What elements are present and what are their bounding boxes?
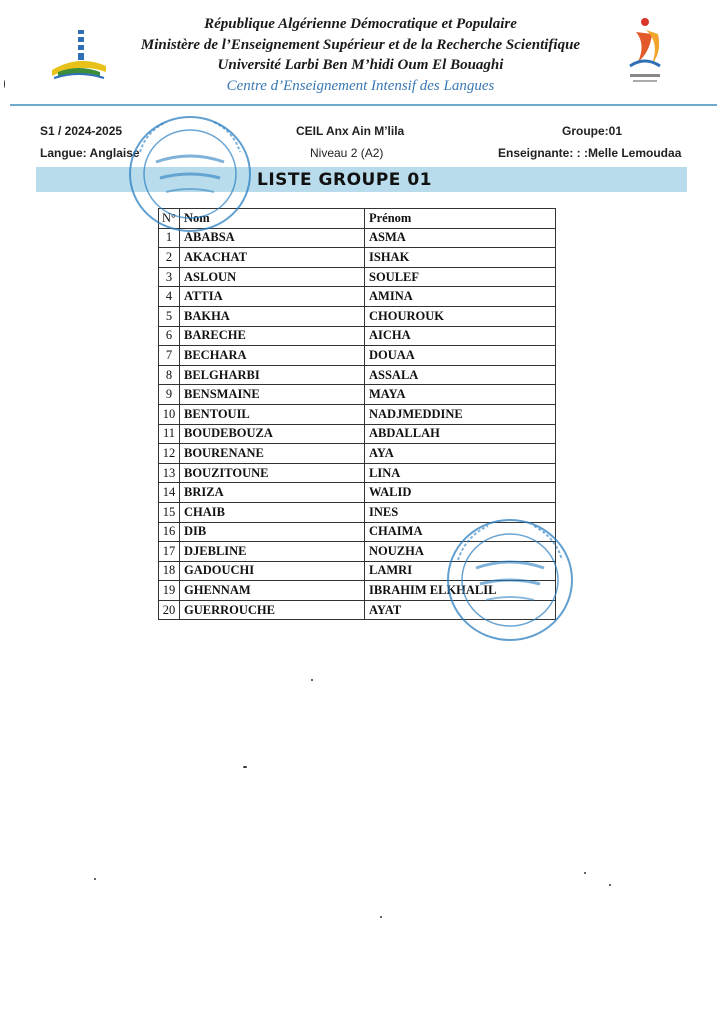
row-prenom: ASSALA — [365, 365, 556, 385]
table-row — [159, 483, 556, 503]
row-number: 20 — [159, 600, 180, 620]
row-prenom: AYAT — [365, 600, 556, 620]
row-nom: BOUZITOUNE — [180, 463, 365, 483]
table-row — [159, 385, 556, 405]
row-prenom: CHOUROUK — [365, 306, 556, 326]
row-prenom: ASMA — [365, 228, 556, 248]
row-number: 7 — [159, 346, 180, 366]
row-prenom: NADJMEDDINE — [365, 404, 556, 424]
row-number: 9 — [159, 385, 180, 405]
scan-speck — [584, 872, 586, 874]
row-nom: BAKHA — [180, 306, 365, 326]
table-row — [159, 326, 556, 346]
row-nom: BOUDEBOUZA — [180, 424, 365, 444]
row-number: 1 — [159, 228, 180, 248]
teacher-label: Enseignante: : :Melle Lemoudaa — [498, 146, 682, 160]
column-header-prenom: Prénom — [365, 209, 556, 229]
row-nom: BARECHE — [180, 326, 365, 346]
table-row — [159, 287, 556, 307]
row-nom: BECHARA — [180, 346, 365, 366]
row-number: 8 — [159, 365, 180, 385]
row-number: 12 — [159, 444, 180, 464]
row-nom: ATTIA — [180, 287, 365, 307]
official-stamp-bottom — [444, 516, 576, 648]
table-row — [159, 248, 556, 268]
row-number: 2 — [159, 248, 180, 268]
header-divider — [10, 104, 717, 106]
row-number: 11 — [159, 424, 180, 444]
center-label: CEIL Anx Ain M’lila — [296, 124, 405, 138]
table-row — [159, 404, 556, 424]
header-center: Centre d’Enseignement Intensif des Langues — [226, 77, 495, 94]
row-nom: BELGHARBI — [180, 365, 365, 385]
header-university: Université Larbi Ben M’hidi Oum El Bouaghi — [217, 57, 504, 73]
row-nom: ASLOUN — [180, 267, 365, 287]
table-row — [159, 365, 556, 385]
row-nom: ABABSA — [180, 228, 365, 248]
row-prenom: AMINA — [365, 287, 556, 307]
row-prenom: IBRAHIM ELKHALIL — [365, 581, 556, 601]
row-number: 3 — [159, 267, 180, 287]
group-label: Groupe:01 — [562, 124, 623, 138]
row-nom: BRIZA — [180, 483, 365, 503]
table-row — [159, 306, 556, 326]
ceil-logo — [616, 14, 674, 90]
row-number: 18 — [159, 561, 180, 581]
scan-speck — [311, 679, 313, 681]
column-header-number: N° — [159, 209, 180, 229]
official-stamp-top — [126, 112, 254, 240]
row-prenom: AYA — [365, 444, 556, 464]
table-row — [159, 444, 556, 464]
row-number: 6 — [159, 326, 180, 346]
row-prenom: INES — [365, 502, 556, 522]
row-prenom: CHAIMA — [365, 522, 556, 542]
row-number: 4 — [159, 287, 180, 307]
table-row — [159, 463, 556, 483]
row-number: 17 — [159, 542, 180, 562]
row-number: 13 — [159, 463, 180, 483]
level-label: Niveau 2 (A2) — [310, 146, 384, 160]
row-nom: DIB — [180, 522, 365, 542]
row-number: 14 — [159, 483, 180, 503]
row-prenom: NOUZHA — [365, 542, 556, 562]
row-prenom: AICHA — [365, 326, 556, 346]
row-prenom: ABDALLAH — [365, 424, 556, 444]
row-prenom: WALID — [365, 483, 556, 503]
header-ministry: Ministère de l’Enseignement Supérieur et de la Recherche Scientifique — [140, 36, 581, 53]
scan-speck — [4, 80, 5, 88]
language-label: Langue: Anglaise — [40, 146, 140, 160]
row-nom: BOURENANE — [180, 444, 365, 464]
table-row — [159, 267, 556, 287]
row-prenom: DOUAA — [365, 346, 556, 366]
column-header-nom: Nom — [180, 209, 365, 229]
row-nom: DJEBLINE — [180, 542, 365, 562]
row-nom: GHENNAM — [180, 581, 365, 601]
scan-speck — [609, 884, 611, 886]
row-prenom: LAMRI — [365, 561, 556, 581]
row-prenom: MAYA — [365, 385, 556, 405]
row-number: 16 — [159, 522, 180, 542]
row-nom: BENSMAINE — [180, 385, 365, 405]
table-row — [159, 424, 556, 444]
row-prenom: ISHAK — [365, 248, 556, 268]
row-nom: AKACHAT — [180, 248, 365, 268]
row-number: 15 — [159, 502, 180, 522]
row-nom: GUERROUCHE — [180, 600, 365, 620]
row-prenom: LINA — [365, 463, 556, 483]
table-row — [159, 346, 556, 366]
row-nom: BENTOUIL — [180, 404, 365, 424]
scan-speck — [380, 916, 382, 918]
scan-speck — [94, 878, 96, 880]
row-number: 10 — [159, 404, 180, 424]
row-number: 5 — [159, 306, 180, 326]
row-nom: GADOUCHI — [180, 561, 365, 581]
list-title: LISTE GROUPE 01 — [257, 170, 432, 190]
scan-speck — [243, 766, 247, 768]
header-republic: République Algérienne Démocratique et Populaire — [204, 16, 517, 32]
row-number: 19 — [159, 581, 180, 601]
row-prenom: SOULEF — [365, 267, 556, 287]
session-label: S1 / 2024-2025 — [40, 124, 123, 138]
institution-header — [100, 14, 621, 96]
row-nom: CHAIB — [180, 502, 365, 522]
